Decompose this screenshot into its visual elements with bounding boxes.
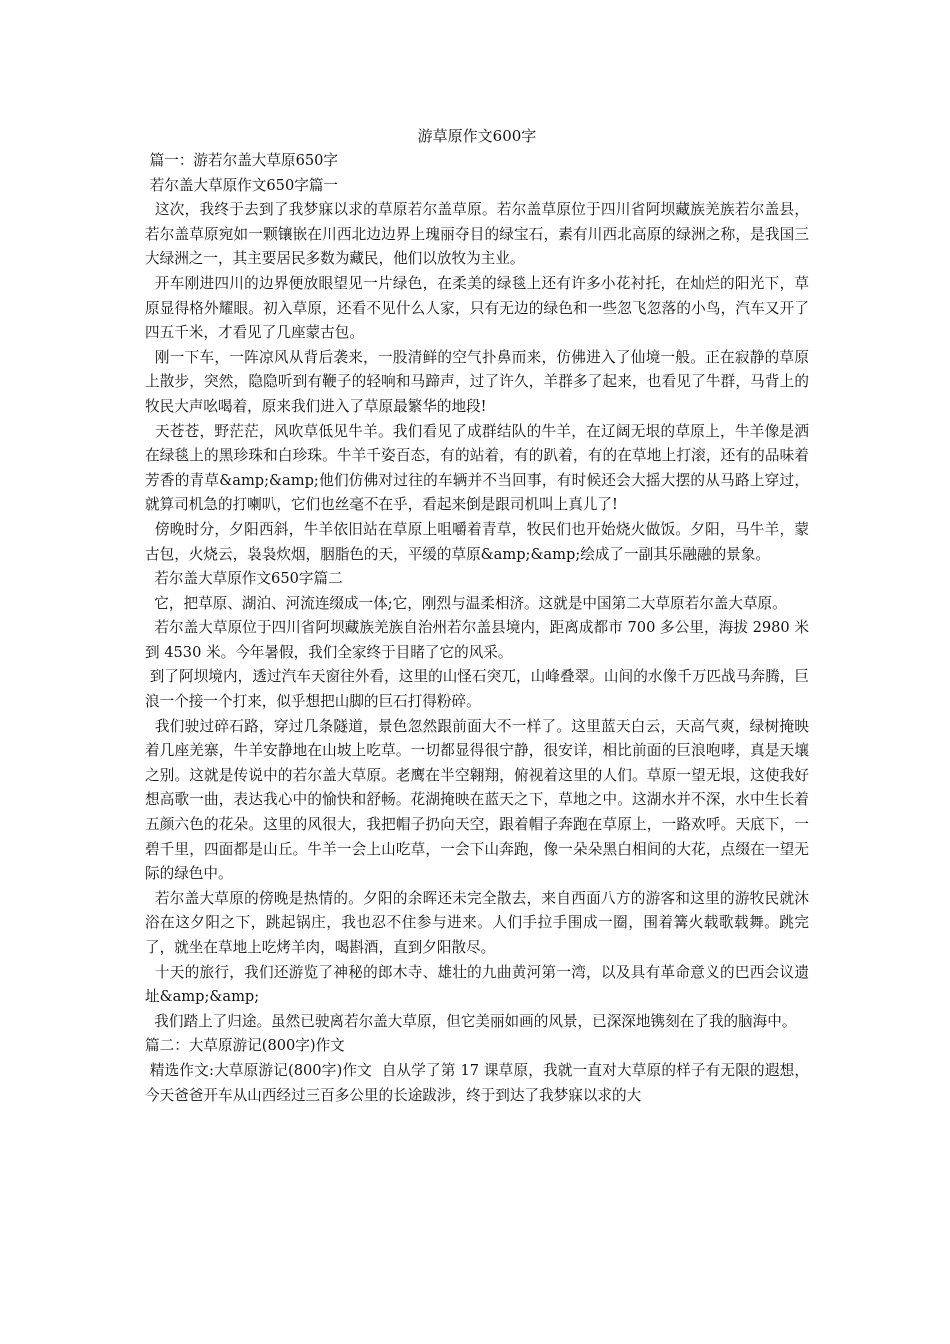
paragraph: 它，把草原、湖泊、河流连缀成一体;它，刚烈与温柔相济。这就是中国第二大草原若尔盖大草原。 — [145, 594, 787, 612]
section-heading: 若尔盖大草原作文650字篇一 — [145, 176, 339, 194]
paragraph: 刚一下车，一阵凉风从背后袭来，一股清鲜的空气扑鼻而来，仿佛进入了仙境一般。正在寂静的草原上散步，突然，隐隐听到有鞭子的轻响和马蹄声，过了许久，羊群多了起来，也看见了牛群，马背上的牧民大声吆喝着，原来我们进入了草原最繁华的地段! — [145, 348, 809, 415]
section-heading: 篇二：大草原游记(800字)作文 — [145, 1037, 345, 1055]
paragraph: 精选作文:大草原游记(800字)作文 自从学了第 17 课草原，我就一直对大草原的样子有无限的遐想，今天爸爸开车从山西经过三百多公里的长途跋涉，终于到达了我梦寐以求的大 — [145, 1061, 810, 1104]
paragraph: 到了阿坝境内，透过汽车天窗往外看，这里的山怪石突兀，山峰叠翠。山间的水像千万匹战马奔腾，巨浪一个接一个打来，似乎想把山脚的巨石打得粉碎。 — [145, 668, 809, 711]
section-heading: 篇一：游若尔盖大草原650字 — [145, 152, 339, 169]
paragraph: 若尔盖大草原的傍晚是热情的。夕阳的余晖还未完全散去，来自西面八方的游客和这里的游牧民就沐浴在这夕阳之下，跳起锅庄，我也忍不住参与进来。人们手拉手围成一圈，围着篝火载歌载舞。跳完了，就坐在草地上吃烤羊肉，喝斟酒，直到夕阳散尽。 — [145, 889, 809, 956]
paragraph: 傍晚时分，夕阳西斜，牛羊依旧站在草原上咀嚼着青草，牧民们也开始烧火做饭。夕阳，马牛羊，蒙古包，火烧云，袅袅炊烟，胭脂色的天，平缓的草原&amp;&amp;绘成了一副其乐融融的景象。 — [145, 520, 809, 563]
paragraph: 若尔盖大草原位于四川省阿坝藏族羌族自治州若尔盖县境内，距离成都市 700 多公里，海拔 2980 米到 4530 米。今年暑假，我们全家终于目睹了它的风采。 — [145, 619, 809, 661]
document-title: 游草原作文600字 — [417, 127, 537, 145]
section-heading: 若尔盖大草原作文650字篇二 — [145, 570, 343, 588]
paragraph: 开车刚进四川的边界便放眼望见一片绿色，在柔美的绿毯上还有许多小花衬托，在灿烂的阳光下，草原显得格外耀眼。初入草原，还看不见什么人家，只有无边的绿色和一些忽飞忽落的小鸟，汽车又开了四五千米，才看见了几座蒙古包。 — [145, 274, 809, 342]
paragraph: 天苍苍，野茫茫，风吹草低见牛羊。我们看见了成群结队的牛羊，在辽阔无垠的草原上，牛羊像是洒在绿毯上的黑珍珠和白珍珠。牛羊千姿百态，有的站着，有的趴着，有的在草地上打滚，还有的品味着芳香的青草&amp;&amp;他们仿佛对过往的车辆并不当回事，有时候还会大摇大摆的从马路上穿过，就算司机急的打喇叭，它们也丝毫不在乎，看起来倒是跟司机叫上真儿了! — [145, 422, 809, 514]
paragraph: 这次，我终于去到了我梦寐以求的草原若尔盖草原。若尔盖草原位于四川省阿坝藏族羌族若尔盖县，若尔盖草原宛如一颗镶嵌在川西北边边界上瑰丽夺目的绿宝石，素有川西北高原的绿洲之称，是我国三大绿洲之一，其主要居民多数为藏民，他们以放牧为主业。 — [145, 201, 809, 268]
document-body — [145, 149, 809, 1108]
paragraph: 我们踏上了归途。虽然已驶离若尔盖大草原，但它美丽如画的风景，已深深地镌刻在了我的脑海中。 — [145, 1012, 797, 1030]
paragraph: 十天的旅行，我们还游览了神秘的郎木寺、雄壮的九曲黄河第一湾，以及具有革命意义的巴西会议遗址&amp;&amp; — [145, 963, 809, 1006]
paragraph: 我们驶过碎石路，穿过几条隧道，景色忽然跟前面大不一样了。这里蓝天白云，天高气爽，绿树掩映着几座羌寨，牛羊安静地在山坡上吃草。一切都显得很宁静，很安详，相比前面的巨浪咆哮，真是天壤之别。这就是传说中的若尔盖大草原。老鹰在半空翱翔，俯视着这里的人们。草原一望无垠，这使我好想高歌一曲，表达我心中的愉快和舒畅。花湖掩映在蓝天之下，草地之中。这湖水并不深，水中生长着五颜六色的花朵。这里的风很大，我把帽子扔向天空，跟着帽子奔跑在草原上，一路欢呼。天底下，一碧千里，四面都是山丘。牛羊一会上山吃草，一会下山奔跑，像一朵朵黑白相间的大花，点缀在一望无际的绿色中。 — [145, 717, 809, 883]
document-page — [145, 124, 809, 1108]
